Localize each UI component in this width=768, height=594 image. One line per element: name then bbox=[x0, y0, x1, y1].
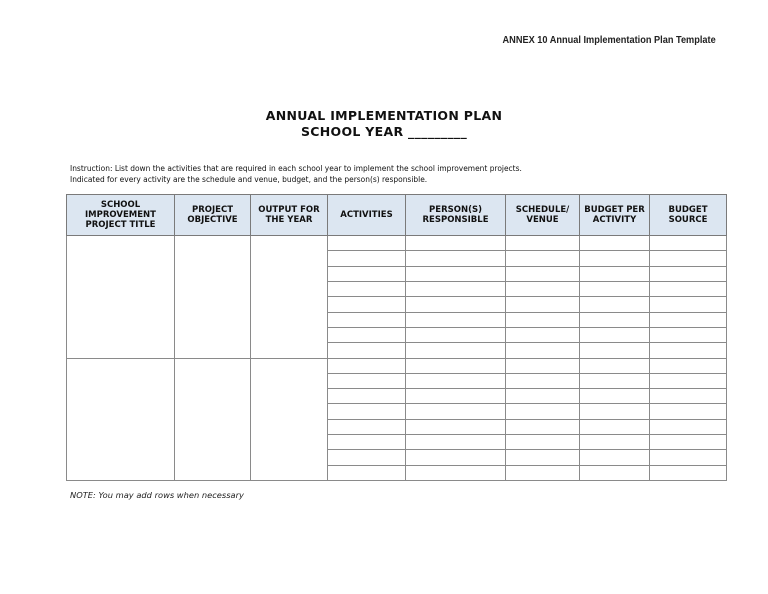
project-title-cell[interactable] bbox=[67, 358, 175, 481]
project-objective-cell[interactable] bbox=[175, 236, 251, 359]
output-cell[interactable] bbox=[251, 236, 328, 359]
persons-responsible-cell[interactable] bbox=[406, 281, 506, 296]
table-row bbox=[67, 236, 727, 251]
schedule-venue-cell[interactable] bbox=[506, 251, 580, 266]
col-header-project-title: SCHOOL IMPROVEMENT PROJECT TITLE bbox=[67, 195, 175, 236]
col-header-project-objective: PROJECT OBJECTIVE bbox=[175, 195, 251, 236]
budget-per-activity-cell[interactable] bbox=[580, 404, 650, 419]
schedule-venue-cell[interactable] bbox=[506, 343, 580, 358]
school-year-line: SCHOOL YEAR _________ bbox=[301, 124, 467, 139]
header-row bbox=[67, 195, 727, 236]
budget-source-cell[interactable] bbox=[650, 450, 727, 465]
budget-source-cell[interactable] bbox=[650, 312, 727, 327]
persons-responsible-cell[interactable] bbox=[406, 312, 506, 327]
title-block bbox=[0, 108, 768, 140]
budget-per-activity-cell[interactable] bbox=[580, 389, 650, 404]
budget-per-activity-cell[interactable] bbox=[580, 358, 650, 373]
activity-cell[interactable] bbox=[328, 450, 406, 465]
budget-source-cell[interactable] bbox=[650, 297, 727, 312]
table-body bbox=[67, 236, 727, 481]
activity-cell[interactable] bbox=[328, 327, 406, 342]
budget-per-activity-cell[interactable] bbox=[580, 266, 650, 281]
project-title-cell[interactable] bbox=[67, 236, 175, 359]
budget-source-cell[interactable] bbox=[650, 358, 727, 373]
instruction-line-1: Instruction: List down the activities that are required in each school year to implement the school improvement projects. bbox=[70, 163, 522, 173]
budget-per-activity-cell[interactable] bbox=[580, 465, 650, 480]
budget-source-cell[interactable] bbox=[650, 327, 727, 342]
persons-responsible-cell[interactable] bbox=[406, 450, 506, 465]
implementation-plan-table bbox=[66, 194, 727, 481]
annex-label: ANNEX 10 Annual Implementation Plan Template bbox=[502, 35, 716, 46]
schedule-venue-cell[interactable] bbox=[506, 465, 580, 480]
activity-cell[interactable] bbox=[328, 251, 406, 266]
budget-source-cell[interactable] bbox=[650, 373, 727, 388]
budget-source-cell[interactable] bbox=[650, 281, 727, 296]
schedule-venue-cell[interactable] bbox=[506, 266, 580, 281]
persons-responsible-cell[interactable] bbox=[406, 373, 506, 388]
persons-responsible-cell[interactable] bbox=[406, 435, 506, 450]
budget-source-cell[interactable] bbox=[650, 404, 727, 419]
instructions bbox=[70, 163, 710, 184]
budget-per-activity-cell[interactable] bbox=[580, 236, 650, 251]
activity-cell[interactable] bbox=[328, 419, 406, 434]
project-objective-cell[interactable] bbox=[175, 358, 251, 481]
persons-responsible-cell[interactable] bbox=[406, 266, 506, 281]
budget-per-activity-cell[interactable] bbox=[580, 281, 650, 296]
budget-source-cell[interactable] bbox=[650, 389, 727, 404]
budget-source-cell[interactable] bbox=[650, 465, 727, 480]
budget-per-activity-cell[interactable] bbox=[580, 373, 650, 388]
footnote: NOTE: You may add rows when necessary bbox=[70, 490, 244, 500]
schedule-venue-cell[interactable] bbox=[506, 281, 580, 296]
col-header-activities: ACTIVITIES bbox=[328, 195, 406, 236]
budget-per-activity-cell[interactable] bbox=[580, 343, 650, 358]
schedule-venue-cell[interactable] bbox=[506, 419, 580, 434]
budget-source-cell[interactable] bbox=[650, 419, 727, 434]
budget-source-cell[interactable] bbox=[650, 435, 727, 450]
col-header-budget-per-activity: BUDGET PER ACTIVITY bbox=[580, 195, 650, 236]
persons-responsible-cell[interactable] bbox=[406, 389, 506, 404]
activity-cell[interactable] bbox=[328, 373, 406, 388]
budget-source-cell[interactable] bbox=[650, 343, 727, 358]
activity-cell[interactable] bbox=[328, 465, 406, 480]
budget-per-activity-cell[interactable] bbox=[580, 251, 650, 266]
col-header-output: OUTPUT FOR THE YEAR bbox=[251, 195, 328, 236]
schedule-venue-cell[interactable] bbox=[506, 389, 580, 404]
activity-cell[interactable] bbox=[328, 343, 406, 358]
schedule-venue-cell[interactable] bbox=[506, 327, 580, 342]
col-header-persons-responsible: PERSON(S) RESPONSIBLE bbox=[406, 195, 506, 236]
budget-per-activity-cell[interactable] bbox=[580, 297, 650, 312]
schedule-venue-cell[interactable] bbox=[506, 373, 580, 388]
activity-cell[interactable] bbox=[328, 389, 406, 404]
col-header-budget-source: BUDGET SOURCE bbox=[650, 195, 727, 236]
activity-cell[interactable] bbox=[328, 435, 406, 450]
persons-responsible-cell[interactable] bbox=[406, 236, 506, 251]
table-row bbox=[67, 358, 727, 373]
budget-per-activity-cell[interactable] bbox=[580, 450, 650, 465]
budget-per-activity-cell[interactable] bbox=[580, 419, 650, 434]
schedule-venue-cell[interactable] bbox=[506, 312, 580, 327]
budget-per-activity-cell[interactable] bbox=[580, 327, 650, 342]
activity-cell[interactable] bbox=[328, 266, 406, 281]
schedule-venue-cell[interactable] bbox=[506, 450, 580, 465]
activity-cell[interactable] bbox=[328, 312, 406, 327]
persons-responsible-cell[interactable] bbox=[406, 358, 506, 373]
schedule-venue-cell[interactable] bbox=[506, 297, 580, 312]
budget-per-activity-cell[interactable] bbox=[580, 312, 650, 327]
output-cell[interactable] bbox=[251, 358, 328, 481]
persons-responsible-cell[interactable] bbox=[406, 404, 506, 419]
schedule-venue-cell[interactable] bbox=[506, 236, 580, 251]
activity-cell[interactable] bbox=[328, 358, 406, 373]
budget-source-cell[interactable] bbox=[650, 236, 727, 251]
persons-responsible-cell[interactable] bbox=[406, 297, 506, 312]
activity-cell[interactable] bbox=[328, 236, 406, 251]
persons-responsible-cell[interactable] bbox=[406, 419, 506, 434]
instruction-line-2: Indicated for every activity are the schedule and venue, budget, and the person(s) responsible. bbox=[70, 173, 428, 184]
persons-responsible-cell[interactable] bbox=[406, 327, 506, 342]
budget-per-activity-cell[interactable] bbox=[580, 435, 650, 450]
budget-source-cell[interactable] bbox=[650, 251, 727, 266]
schedule-venue-cell[interactable] bbox=[506, 358, 580, 373]
persons-responsible-cell[interactable] bbox=[406, 251, 506, 266]
schedule-venue-cell[interactable] bbox=[506, 404, 580, 419]
schedule-venue-cell[interactable] bbox=[506, 435, 580, 450]
activity-cell[interactable] bbox=[328, 281, 406, 296]
activity-cell[interactable] bbox=[328, 297, 406, 312]
page-title: ANNUAL IMPLEMENTATION PLAN bbox=[265, 108, 503, 123]
persons-responsible-cell[interactable] bbox=[406, 465, 506, 480]
budget-source-cell[interactable] bbox=[650, 266, 727, 281]
col-header-schedule-venue: SCHEDULE/ VENUE bbox=[506, 195, 580, 236]
persons-responsible-cell[interactable] bbox=[406, 343, 506, 358]
activity-cell[interactable] bbox=[328, 404, 406, 419]
